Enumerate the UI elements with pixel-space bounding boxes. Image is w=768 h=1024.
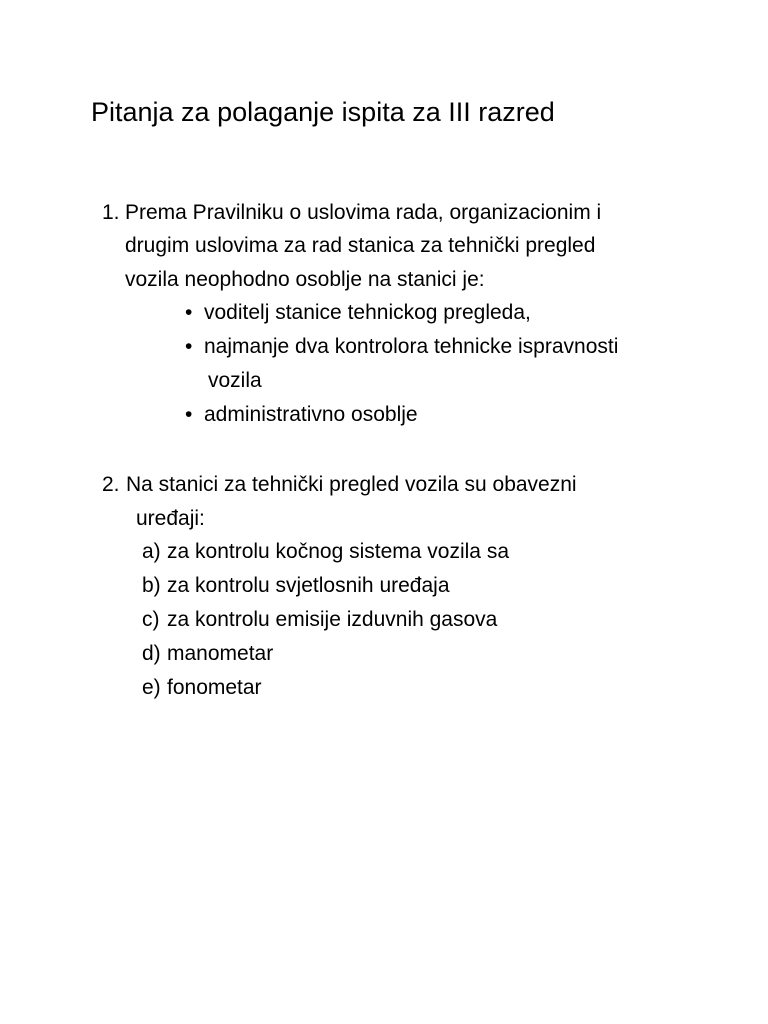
bullet-item xyxy=(185,296,618,330)
option-letter: e) xyxy=(142,676,161,699)
question-1-line-2: drugim uslovima za rad stanica za tehnički pregled xyxy=(125,234,596,257)
bullet-item xyxy=(185,398,618,432)
bullet-symbol: • xyxy=(185,301,193,324)
bullet-text-continuation: vozila xyxy=(208,369,262,392)
option-item xyxy=(142,603,509,637)
option-item xyxy=(142,535,509,569)
question-1-line-1: Prema Pravilniku o uslovima rada, organizacionim i xyxy=(125,201,602,224)
option-text: manometar xyxy=(167,642,274,665)
question-2-line-1: Na stanici za tehnički pregled vozila su obavezni xyxy=(126,473,577,496)
option-item xyxy=(142,637,509,671)
bullet-text: voditelj stanice tehnickog pregleda, xyxy=(204,301,531,324)
option-item xyxy=(142,569,509,603)
bullet-item xyxy=(185,330,618,398)
option-text: za kontrolu kočnog sistema vozila sa xyxy=(167,540,509,563)
question-1-line-3: vozila neophodno osoblje na stanici je: xyxy=(125,268,485,291)
page-title: Pitanja za polaganje ispita za III razred xyxy=(91,97,555,127)
bullet-text: administrativno osoblje xyxy=(204,403,418,426)
option-letter: a) xyxy=(142,540,161,563)
question-2-option-list xyxy=(142,535,509,705)
question-2-line-2: uređaji: xyxy=(136,507,205,530)
option-item xyxy=(142,671,509,705)
option-letter: b) xyxy=(142,574,161,597)
question-1-number: 1. xyxy=(102,201,120,224)
option-letter: d) xyxy=(142,642,161,665)
option-text: fonometar xyxy=(167,676,262,699)
option-letter: c) xyxy=(142,608,160,631)
option-text: za kontrolu svjetlosnih uređaja xyxy=(167,574,450,597)
bullet-symbol: • xyxy=(185,335,193,358)
bullet-text: najmanje dva kontrolora tehnicke ispravnosti xyxy=(204,335,619,358)
bullet-symbol: • xyxy=(185,403,193,426)
question-2-number: 2. xyxy=(102,473,120,496)
question-1-bullet-list xyxy=(185,296,618,432)
option-text: za kontrolu emisije izduvnih gasova xyxy=(167,608,498,631)
